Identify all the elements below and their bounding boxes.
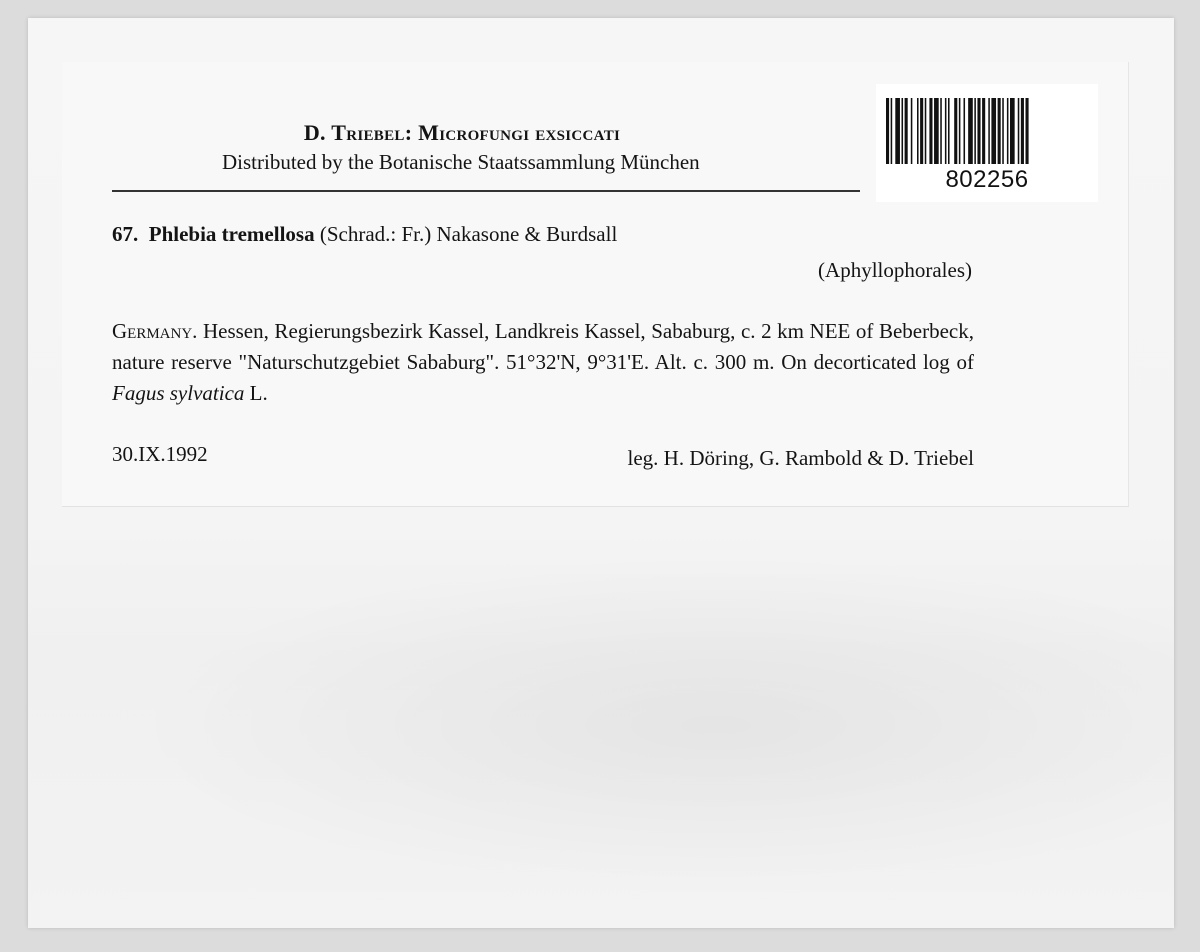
taxon-authors: (Schrad.: Fr.) Nakasone & Burdsall	[319, 222, 618, 246]
barcode-bar	[945, 98, 947, 164]
barcode-bar	[925, 98, 927, 164]
barcode-bar	[911, 98, 913, 164]
envelope-fold-shadow	[28, 560, 1174, 928]
distributor-line: Distributed by the Botanische Staatssammlung München	[222, 150, 700, 174]
host-name: Fagus sylvatica	[112, 381, 245, 405]
series-title: D. Triebel: Microfungi exsiccati	[303, 120, 621, 145]
locality-description: Hessen, Regierungsbezirk Kassel, Landkreis Kassel, Sababurg, c. 2 km NEE of Beberbeck, nature reserve "Naturschutzgebiet Sababurg". 51°32'N, 9°31'E. Alt. c. 300 m. On decorticated log of	[112, 319, 974, 374]
host-authority: L.	[244, 381, 268, 405]
barcode-bar	[974, 98, 976, 164]
taxon-order: (Aphyllophorales)	[818, 258, 972, 282]
barcode-sticker	[876, 84, 1098, 202]
barcode-bar	[920, 98, 923, 164]
barcode-bar	[1007, 98, 1009, 164]
barcode-bar	[1010, 98, 1015, 164]
barcode	[884, 98, 1090, 164]
exsiccata-number: 67.	[112, 222, 139, 246]
barcode-number: 802256	[945, 166, 1029, 193]
barcode-bar	[982, 98, 985, 164]
specimen-label	[62, 62, 1129, 507]
locality-country: Germany.	[112, 319, 198, 343]
barcode-bar	[929, 98, 932, 164]
collectors: leg. H. Döring, G. Rambold & D. Triebel	[627, 446, 974, 470]
barcode-bar	[886, 98, 889, 164]
barcode-bar	[948, 98, 950, 164]
barcode-bar	[1002, 98, 1004, 164]
barcode-bar	[988, 98, 990, 164]
barcode-bar	[998, 98, 1001, 164]
taxon-name: Phlebia tremellosa	[148, 222, 315, 246]
barcode-bar	[964, 98, 966, 164]
barcode-bar	[977, 98, 980, 164]
barcode-bar	[891, 98, 893, 164]
barcode-bar	[917, 98, 919, 164]
barcode-bar	[991, 98, 996, 164]
barcode-bar	[940, 98, 942, 164]
barcode-bar	[1026, 98, 1029, 164]
barcode-bar	[959, 98, 961, 164]
barcode-bar	[905, 98, 908, 164]
barcode-bar	[934, 98, 939, 164]
barcode-bar	[895, 98, 900, 164]
collection-date: 30.IX.1992	[112, 442, 208, 466]
header-rule	[112, 190, 860, 192]
barcode-bar	[1018, 98, 1020, 164]
taxon-line	[112, 222, 617, 247]
barcode-bar	[1021, 98, 1024, 164]
locality-text	[112, 316, 974, 409]
barcode-bar	[954, 98, 957, 164]
barcode-bar	[902, 98, 904, 164]
barcode-bar	[968, 98, 973, 164]
